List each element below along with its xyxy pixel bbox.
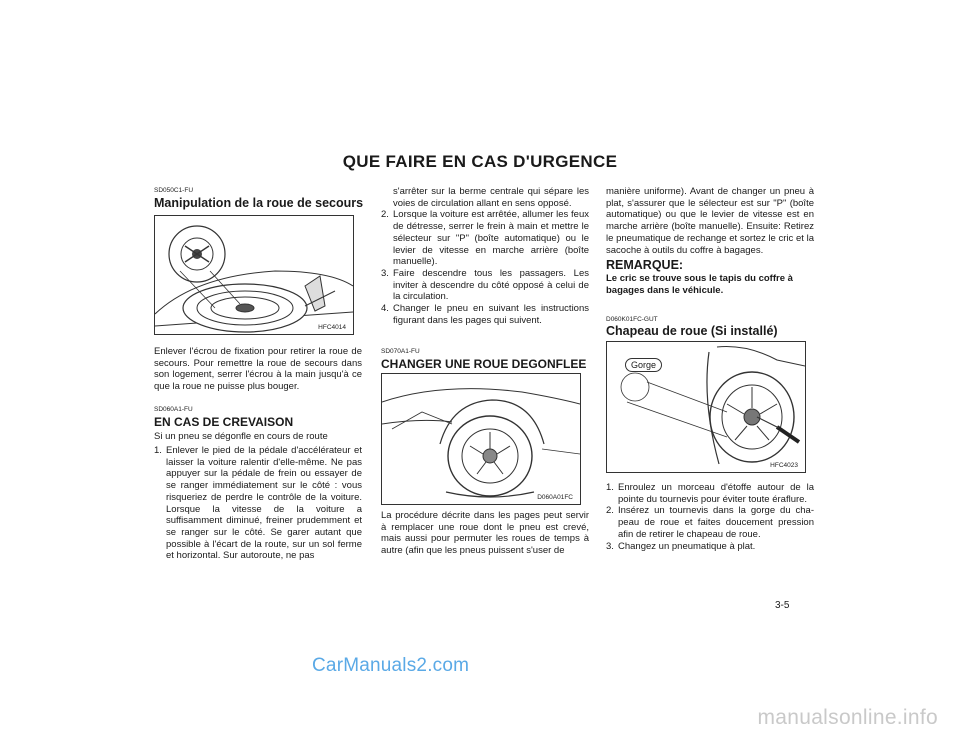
list-item-text: Changer le pneu en suivant les instructions figurant dans les pages qui suivent. <box>393 303 589 326</box>
section-title-change-wheel: CHANGER UNE ROUE DEGONFLEE <box>381 357 587 371</box>
figure-code: HFC4014 <box>318 324 346 331</box>
flat-tire-illustration <box>382 374 580 504</box>
list-item-text: Faire descendre tous les passagers. Les inviter à descendre du côté opposé à celui de la circulation. <box>393 267 589 303</box>
paragraph-change-wheel: La procédure décrite dans les pages peut servir à remplacer une roue dont le pneu est crevé, mais aussi pour permuter les roues de temps à autre (afin que les pneus puissent s'user de <box>381 510 589 557</box>
section-title-spare-wheel: Manipulation de la roue de secours <box>154 196 364 210</box>
paragraph-change-wheel-cont: manière uniforme). Avant de changer un pneu à plat, s'assurer que le sélecteur est sur "P" (boîte automatique) ou que le levier de vitesse est en marche arrière (boîte manuelle). Ensuite: Retirez le pneumatique de rechange et sortez le cric et la sacoche à outils du coffre à bagages. <box>606 186 814 256</box>
list-item-number: 3. <box>606 540 614 552</box>
list-item <box>381 268 589 303</box>
list-item <box>606 505 814 540</box>
list-item-text: Changez un pneumatique à plat. <box>618 540 756 552</box>
section-code: SD050C1-FU <box>154 187 194 194</box>
figure-spare-wheel <box>154 215 354 335</box>
figure-label-gorge: Gorge <box>625 358 662 372</box>
list-puncture-steps <box>154 445 362 562</box>
list-item-text: s'arrêter sur la berme centrale qui sépare les voies de circulation allant en sens opposé. <box>393 186 589 209</box>
list-item-text: Insérez un tournevis dans la gorge du cha-peau de roue et faites doucement pression afin de retirer le chapeau de roue. <box>618 505 814 540</box>
list-item-text: Enlever le pied de la pédale d'accélérateur et laisser la voiture ralentir d'elle-même. Ne pas appuyer sur la pédale de frein ou essayer de se ranger immédiatement sur le côté : vous risqueriez de perdre le contrôle de la voiture. Lorsque la vitesse de la voiture a suffisamment diminué, freiner prudemment et se ranger sur le côté. Se garer autant que possible à l'écart de la route, sur un sol ferme et horizontal. Sur autoroute, ne pas <box>166 445 362 562</box>
section-title-puncture: EN CAS DE CREVAISON <box>154 415 294 429</box>
list-item-text: Enroulez un morceau d'étoffe autour de la pointe du tournevis pour éviter toute éraflure. <box>618 482 814 505</box>
list-item-number: 1. <box>154 445 162 456</box>
watermark-carmanuals[interactable]: CarManuals2.com <box>312 655 470 676</box>
list-item-number: 1. <box>606 482 614 493</box>
remarque-title: REMARQUE: <box>606 258 684 272</box>
paragraph-spare-wheel: Enlever l'écrou de fixation pour retirer la roue de secours. Pour remettre la roue de secours dans son logement, serrer l'écrou à la main jusqu'à ce que la roue ne puisse plus bouger. <box>154 346 362 393</box>
list-item-text: Lorsque la voiture est arrêtée, allumer les feux de détresse, serrer le frein à main et mettre le sélecteur sur "P" (boîte automatique) ou le levier de vitesse en marche arrière (boîte manuelle). <box>393 209 589 268</box>
watermark-manualsonline[interactable]: manualsonline.info <box>757 706 938 729</box>
figure-code: D060A01FC <box>537 494 573 501</box>
figure-flat-tire <box>381 373 581 505</box>
list-wheel-cap-steps <box>606 482 814 552</box>
section-code: D060K01FC-GUT <box>606 316 658 323</box>
list-item <box>381 209 589 268</box>
list-item-number: 3. <box>381 267 389 279</box>
figure-code: HFC4023 <box>770 462 798 469</box>
section-title-wheel-cap: Chapeau de roue (Si installé) <box>606 324 778 338</box>
list-item <box>606 541 814 553</box>
list-puncture-steps-cont <box>381 186 589 326</box>
list-item <box>154 445 362 562</box>
list-item-number: 4. <box>381 303 389 315</box>
list-item <box>381 303 589 326</box>
paragraph-puncture-intro: Si un pneu se dégonfle en cours de route <box>154 431 328 442</box>
page-number: 3-5 <box>775 600 790 611</box>
page-title: QUE FAIRE EN CAS D'URGENCE <box>342 152 618 171</box>
list-item-number: 2. <box>606 505 614 517</box>
list-item-number: 2. <box>381 209 389 221</box>
spare-wheel-illustration <box>155 216 353 334</box>
list-item <box>606 482 814 505</box>
remarque-text: Le cric se trouve sous le tapis du coffre à bagages dans le véhicule. <box>606 273 793 296</box>
section-code: SD060A1-FU <box>154 406 193 413</box>
section-code: SD070A1-FU <box>381 348 420 355</box>
figure-wheel-cap <box>606 341 806 473</box>
list-item <box>381 186 589 209</box>
